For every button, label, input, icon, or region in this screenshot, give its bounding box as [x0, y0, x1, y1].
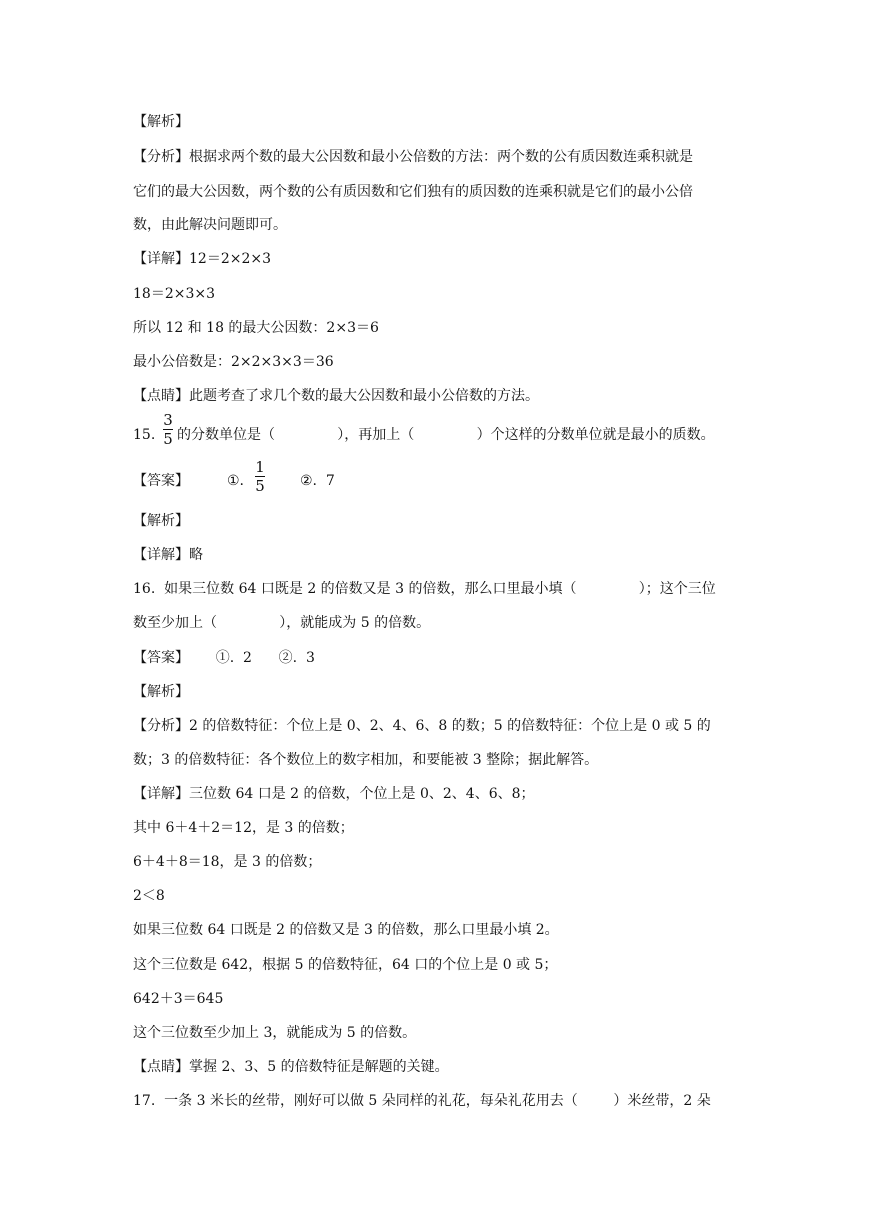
question-17-text: 17. 一条 3 米长的丝带，刚好可以做 5 朵同样的礼花，每朵礼花用去（ ）米丝带，2 朵: [133, 1093, 711, 1109]
answer-15-label: 【答案】: [133, 473, 189, 489]
section-heading-analysis: 【解析】: [133, 684, 189, 700]
detail-text: 18＝2×3×3: [133, 286, 215, 302]
remark-text: 【点睛】此题考查了求几个数的最大公因数和最小公倍数的方法。: [133, 388, 539, 404]
analysis-text: 【分析】2 的倍数特征：个位上是 0、2、4、6、8 的数；5 的倍数特征：个位上是 0 或 5 的: [133, 718, 711, 734]
detail-text: 所以 12 和 18 的最大公因数：2×3＝6: [133, 320, 379, 336]
detail-text: 如果三位数 64 口既是 2 的倍数又是 3 的倍数，那么口里最小填 2。: [133, 922, 559, 938]
answer-16: 【答案】 ①. 2 ②. 3: [133, 650, 315, 666]
fraction-numerator: 3: [163, 411, 173, 429]
answer-15-option-1: ①.: [227, 473, 245, 489]
detail-text: 【详解】三位数 64 口是 2 的倍数，个位上是 0、2、4、6、8；: [133, 786, 535, 802]
detail-text: 642＋3＝645: [133, 991, 224, 1007]
fraction-numerator: 1: [255, 458, 265, 476]
question-15-number: 15.: [133, 427, 156, 443]
analysis-text: 数，由此解决问题即可。: [133, 217, 287, 233]
detail-text: 这个三位数至少加上 3，就能成为 5 的倍数。: [133, 1025, 417, 1041]
fraction-denominator: 5: [255, 477, 265, 495]
fraction-denominator: 5: [163, 430, 173, 448]
answer-15-option-2: ②. 7: [300, 473, 335, 489]
detail-text: 【详解】12＝2×2×3: [133, 251, 271, 267]
detail-text: 2＜8: [133, 888, 165, 904]
analysis-text: 它们的最大公因数，两个数的公有质因数和它们独有的质因数的连乘积就是它们的最小公倍: [133, 184, 693, 200]
detail-text: 最小公倍数是：2×2×3×3＝36: [133, 354, 334, 370]
section-heading-analysis: 【解析】: [133, 513, 189, 529]
analysis-text: 数；3 的倍数特征：各个数位上的数字相加，和要能被 3 整除；据此解答。: [133, 752, 599, 768]
detail-text: 【详解】略: [133, 547, 203, 563]
answer-15-fraction: [255, 459, 265, 494]
detail-text: 6＋4＋8＝18，是 3 的倍数；: [133, 854, 322, 870]
question-16-text: 数至少加上（ ），就能成为 5 的倍数。: [133, 615, 431, 631]
section-heading-analysis: 【解析】: [133, 114, 189, 130]
question-15-text: 的分数单位是（ ），再加上（ ）个这样的分数单位就是最小的质数。: [177, 427, 715, 443]
question-15-fraction: [163, 412, 173, 447]
remark-text: 【点睛】掌握 2、3、5 的倍数特征是解题的关键。: [133, 1059, 449, 1075]
question-16-text: 16. 如果三位数 64 口既是 2 的倍数又是 3 的倍数，那么口里最小填（ ）；这个三位: [133, 581, 716, 597]
detail-text: 其中 6＋4＋2＝12，是 3 的倍数；: [133, 820, 354, 836]
detail-text: 这个三位数是 642，根据 5 的倍数特征，64 口的个位上是 0 或 5；: [133, 957, 558, 973]
analysis-text: 【分析】根据求两个数的最大公因数和最小公倍数的方法：两个数的公有质因数连乘积就是: [133, 149, 693, 165]
